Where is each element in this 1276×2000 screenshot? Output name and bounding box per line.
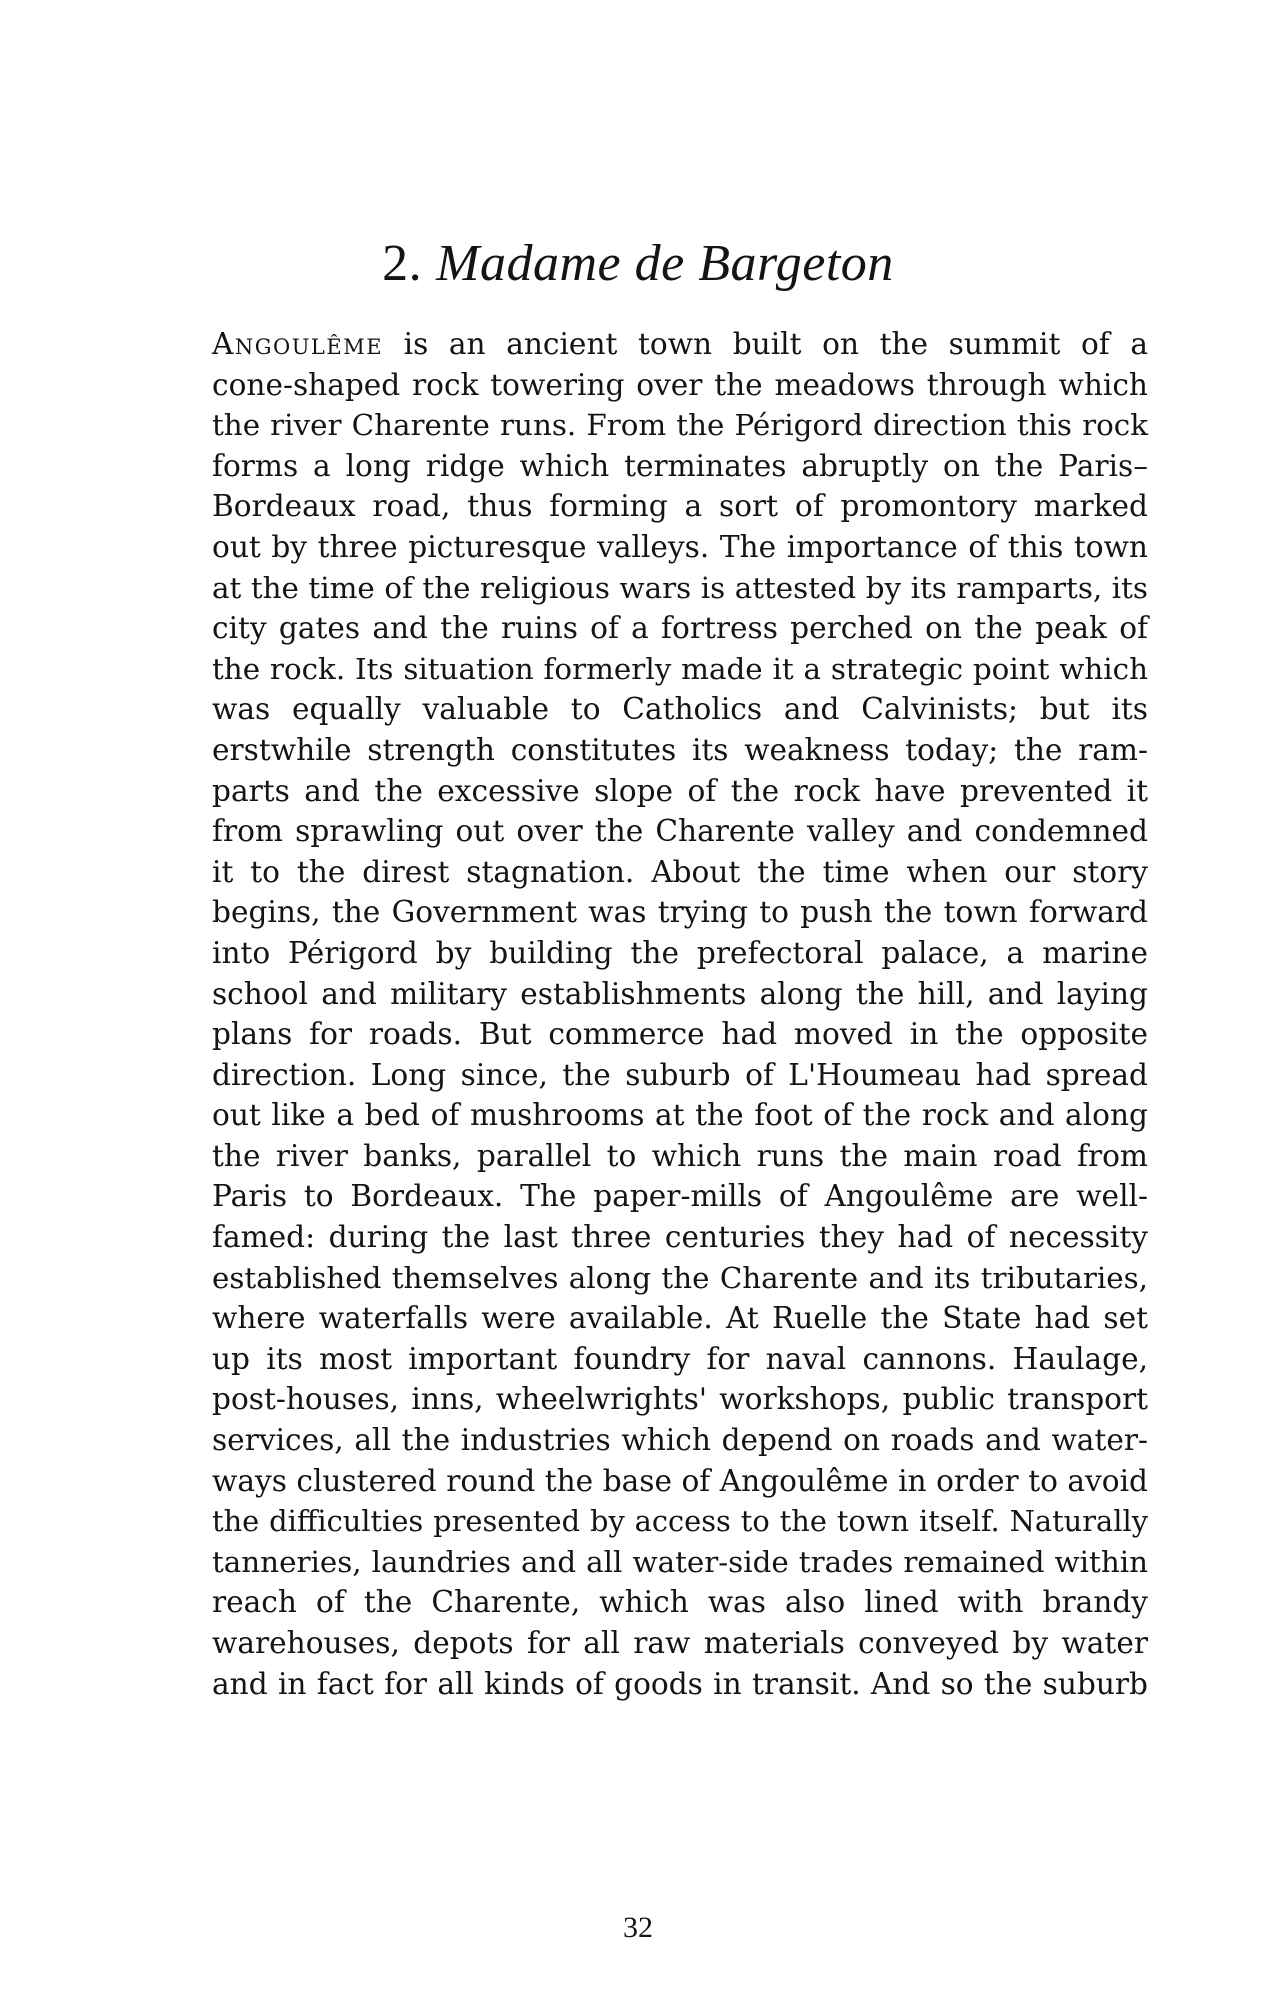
text-line: erstwhile strength constitutes its weakness today; the ram- (212, 732, 1148, 767)
text-line: forms a long ridge which terminates abruptly on the Paris– (212, 448, 1148, 483)
text-line: tanneries, laundries and all water-side trades remained within (212, 1544, 1148, 1579)
text-line: ways clustered round the base of Angoulême in order to avoid (212, 1463, 1148, 1498)
text-line: Bordeaux road, thus forming a sort of promontory marked (212, 489, 1148, 524)
text-line: parts and the excessive slope of the rock have prevented it (212, 773, 1148, 808)
text-line: at the time of the religious wars is attested by its ramparts, its (212, 570, 1148, 605)
text-line: famed: during the last three centuries they had of necessity (212, 1220, 1148, 1255)
text-line: out like a bed of mushrooms at the foot of the rock and along (212, 1098, 1148, 1133)
text-line: where waterfalls were available. At Ruelle the State had set (212, 1301, 1148, 1336)
page-number: 32 (623, 1911, 653, 1944)
chapter-number: 2. (382, 235, 423, 292)
text-line: was equally valuable to Catholics and Calvinists; but its (212, 692, 1148, 727)
text-line: plans for roads. But commerce had moved in the opposite (212, 1017, 1148, 1052)
text-line: warehouses, depots for all raw materials conveyed by water (212, 1626, 1148, 1660)
text-line: and in fact for all kinds of goods in transit. And so the suburb (212, 1666, 1148, 1701)
text-line: the difficulties presented by access to the town itself. Naturally (212, 1504, 1148, 1539)
text-line: begins, the Government was trying to push the town forward (212, 895, 1148, 930)
text-line: established themselves along the Charente and its tributaries, (212, 1260, 1148, 1295)
text-line-content: is an ancient town built on the summit of a (383, 327, 1148, 361)
text-line: reach of the Charente, which was also lined with brandy (212, 1585, 1148, 1620)
opening-word: Angoulême (212, 327, 384, 361)
text-line: post-houses, inns, wheelwrights' workshops, public transport (212, 1382, 1148, 1417)
text-line: the river Charente runs. From the Périgord direction this rock (212, 408, 1148, 443)
text-line (212, 324, 1148, 365)
text-line: city gates and the ruins of a fortress perched on the peak of (212, 611, 1148, 646)
text-line: up its most important foundry for naval cannons. Haulage, (212, 1341, 1148, 1376)
text-line: into Périgord by building the prefectoral palace, a marine (212, 935, 1148, 970)
text-line: school and military establishments along the hill, and laying (212, 976, 1148, 1011)
body-text (212, 324, 1148, 1704)
text-line: the river banks, parallel to which runs the main road from (212, 1138, 1148, 1173)
chapter-title: Madame de Bargeton (436, 235, 894, 292)
text-line: out by three picturesque valleys. The importance of this town (212, 529, 1148, 564)
text-line: Paris to Bordeaux. The paper-mills of Angoulême are well- (212, 1179, 1148, 1214)
text-line: services, all the industries which depend on roads and water- (212, 1423, 1148, 1458)
text-line: it to the direst stagnation. About the time when our story (212, 854, 1148, 889)
text-line: direction. Long since, the suburb of L'Houmeau had spread (212, 1057, 1148, 1092)
text-line: from sprawling out over the Charente valley and condemned (212, 814, 1148, 849)
text-line: the rock. Its situation formerly made it a strategic point which (212, 651, 1148, 686)
chapter-heading (0, 232, 1276, 296)
text-line: cone-shaped rock towering over the meadows through which (212, 367, 1148, 402)
